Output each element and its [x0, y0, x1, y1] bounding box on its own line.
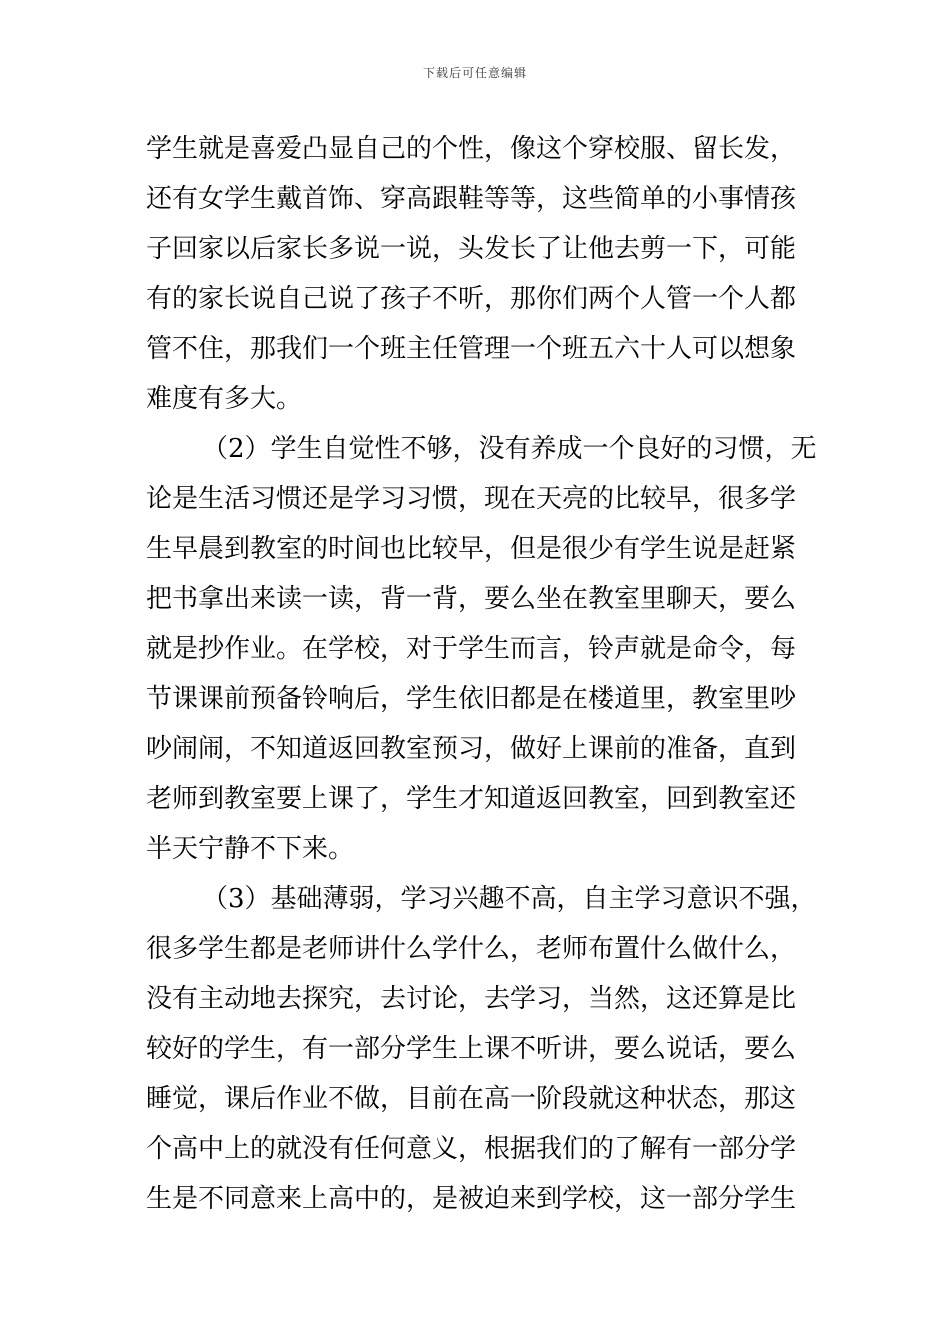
page-header: 下载后可任意编辑 — [422, 66, 527, 80]
text-line: （3）基础薄弱，学习兴趣不高，自主学习意识不强， — [202, 884, 817, 914]
text-line: 子回家以后家长多说一说，头发长了让他去剪一下，可能 — [146, 234, 797, 264]
text-line: 管不住，那我们一个班主任管理一个班五六十人可以想象 — [146, 334, 797, 364]
text-line: 半天宁静不下来。 — [146, 834, 355, 864]
text-line: 就是抄作业。在学校，对于学生而言，铃声就是命令，每 — [146, 634, 797, 664]
text-line: 论是生活习惯还是学习习惯，现在天亮的比较早，很多学 — [146, 484, 797, 514]
text-line: 没有主动地去探究，去讨论，去学习，当然，这还算是比 — [146, 984, 797, 1014]
text-line: 把书拿出来读一读，背一背，要么坐在教室里聊天，要么 — [146, 584, 797, 614]
text-line: 还有女学生戴首饰、穿高跟鞋等等，这些简单的小事情孩 — [146, 184, 797, 214]
document-body — [146, 124, 817, 1224]
text-line: 节课课前预备铃响后，学生依旧都是在楼道里，教室里吵 — [146, 684, 797, 714]
text-line: 吵闹闹，不知道返回教室预习，做好上课前的准备，直到 — [146, 734, 797, 764]
text-line: 个高中上的就没有任何意义，根据我们的了解有一部分学 — [146, 1134, 797, 1164]
paragraph-1 — [146, 124, 808, 424]
text-line: 很多学生都是老师讲什么学什么，老师布置什么做什么， — [146, 934, 797, 964]
text-line: 较好的学生，有一部分学生上课不听讲，要么说话，要么 — [146, 1034, 797, 1064]
paragraph-2 — [146, 424, 817, 874]
text-line: （2）学生自觉性不够，没有养成一个良好的习惯，无 — [202, 434, 817, 464]
text-line: 有的家长说自己说了孩子不听，那你们两个人管一个人都 — [146, 284, 797, 314]
text-line: 生是不同意来上高中的，是被迫来到学校，这一部分学生 — [146, 1184, 797, 1214]
text-line: 睡觉，课后作业不做，目前在高一阶段就这种状态，那这 — [146, 1084, 797, 1114]
text-line: 学生就是喜爱凸显自己的个性，像这个穿校服、留长发， — [146, 134, 797, 164]
paragraph-3 — [146, 874, 817, 1224]
text-line: 生早晨到教室的时间也比较早，但是很少有学生说是赶紧 — [146, 534, 797, 564]
text-line: 老师到教室要上课了，学生才知道返回教室，回到教室还 — [146, 784, 797, 814]
text-line: 难度有多大。 — [146, 384, 303, 414]
